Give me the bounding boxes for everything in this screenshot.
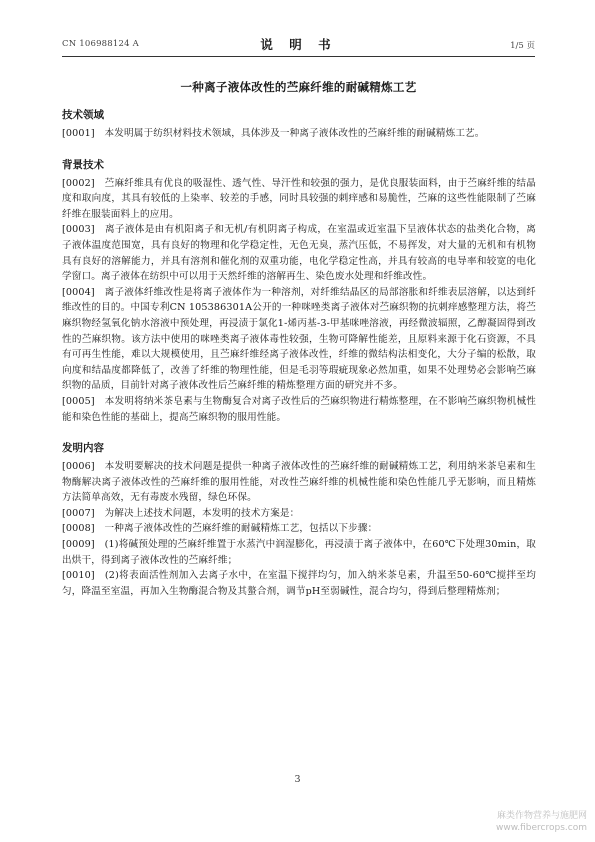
document-body <box>62 108 536 599</box>
watermark-site-name: 麻类作物营养与施肥网 <box>496 811 587 821</box>
paragraph-0008: [0008] 一种离子液体改性的苎麻纤维的耐碱精炼工艺，包括以下步骤： <box>62 523 378 535</box>
paragraph-0009: [0009] (1)将碱预处理的苎麻纤维置于水蒸汽中润湿膨化，再浸渍于离子液体中，在60℃下处理30min，取出烘干，得到离子液体改性的苎麻纤维； <box>62 539 536 566</box>
paragraph-0006: [0006] 本发明要解决的技术问题是提供一种离子液体改性的苎麻纤维的耐碱精炼工艺，利用纳米茶皂素和生物酶解决离子液体改性的苎麻纤维的服用性能，对改性苎麻纤维的机械性能和染色性能几乎无影响，而且精炼方法简单高效，无有毒废水残留，绿色环保。 <box>62 461 536 504</box>
watermark <box>496 810 587 834</box>
page-indicator: 1/5 页 <box>510 41 535 51</box>
section-heading-background: 背景技术 <box>62 158 104 171</box>
section-heading-tech-field: 技术领域 <box>62 109 104 121</box>
publication-number: CN 106988124 A <box>62 39 139 49</box>
paragraph-0001: [0001] 本发明属于纺织材料技术领域，具体涉及一种离子液体改性的苎麻纤维的耐碱精炼工艺。 <box>62 128 485 139</box>
watermark-url: www.fibercrops.com <box>496 823 587 833</box>
paragraph-0003: [0003] 离子液体是由有机阳离子和无机/有机阴离子构成，在室温或近室温下呈液体状态的盐类化合物，离子液体温度范围宽，具有良好的物理和化学稳定性，无色无臭，蒸汽压低，不易挥发，对大量的无机和有机物具有良好的溶解能力，并具有溶剂和催化剂的双重功能，电化学稳定性高，并具有较高的电导率和较宽的电化学窗口。离子液体在纺织中可以用于天然纤维的溶解再生、染色废水处理和纤维改性。 <box>62 224 536 283</box>
document-title: 一种离子液体改性的苎麻纤维的耐碱精炼工艺 <box>180 80 417 94</box>
document-type: 说 明 书 <box>260 37 337 52</box>
paragraph-0007: [0007] 为解决上述技术问题，本发明的技术方案是： <box>62 507 300 519</box>
paragraph-0004: [0004] 离子液体纤维改性是将离子液体作为一种溶剂，对纤维结晶区的局部溶胀和纤维表层溶解，以达到纤维改性的目的。中国专利CN 105386301A公开的一种咪唑类离子液体对苎麻织物的抗刺痒感整理方法，将苎麻织物经氢氧化钠水溶液中预处理，再浸渍于氯化1-烯丙基-3-甲基咪唑溶液，再经微波辐照，乙醇凝固得到改性的苎麻织物。该方法中使用的咪唑类离子液体毒性较强，生物可降解性能差，且原料来源于化石资源，不具有可再生性能，难以大规模使用，且苎麻纤维经离子液体改性，纤维的微结构法相变化，大分子编的松散，取向度和结晶度都降低了，改善了纤维的物理性能，但是毛羽等瑕疵现象必然加重，如果不处理势必会影响苎麻织物的品质，目前针对离子液体改性后苎麻纤维的精炼整理方面的研究并不多。 <box>62 286 536 392</box>
header-rule <box>62 56 535 57</box>
paragraph-0005: [0005] 本发明将纳米茶皂素与生物酶复合对离子改性后的苎麻织物进行精炼整理，在不影响苎麻织物机械性能和染色性能的基础上，提高苎麻织物的服用性能。 <box>62 395 536 423</box>
paragraph-0010: [0010] (2)将表面活性剂加入去离子水中，在室温下搅拌均匀，加入纳米茶皂素，升温至50-60℃搅拌至均匀，降温至室温，再加入生物酶混合物及其螯合剂，调节pH至弱碱性，混合均匀，得到后整理精炼剂； <box>62 570 536 597</box>
section-heading-invention: 发明内容 <box>62 442 104 455</box>
paragraph-0002: [0002] 苎麻纤维具有优良的吸湿性、透气性、导汗性和较强的强力，是优良服装面料，由于苎麻纤维的结晶度和取向度，其具有较低的上染率、较差的手感，同时具较强的刺痒感和易脆性，苎麻的这些性能限制了苎麻纤维在服装面料上的应用。 <box>62 177 536 220</box>
page-number: 3 <box>294 774 301 785</box>
page-header <box>62 35 535 53</box>
